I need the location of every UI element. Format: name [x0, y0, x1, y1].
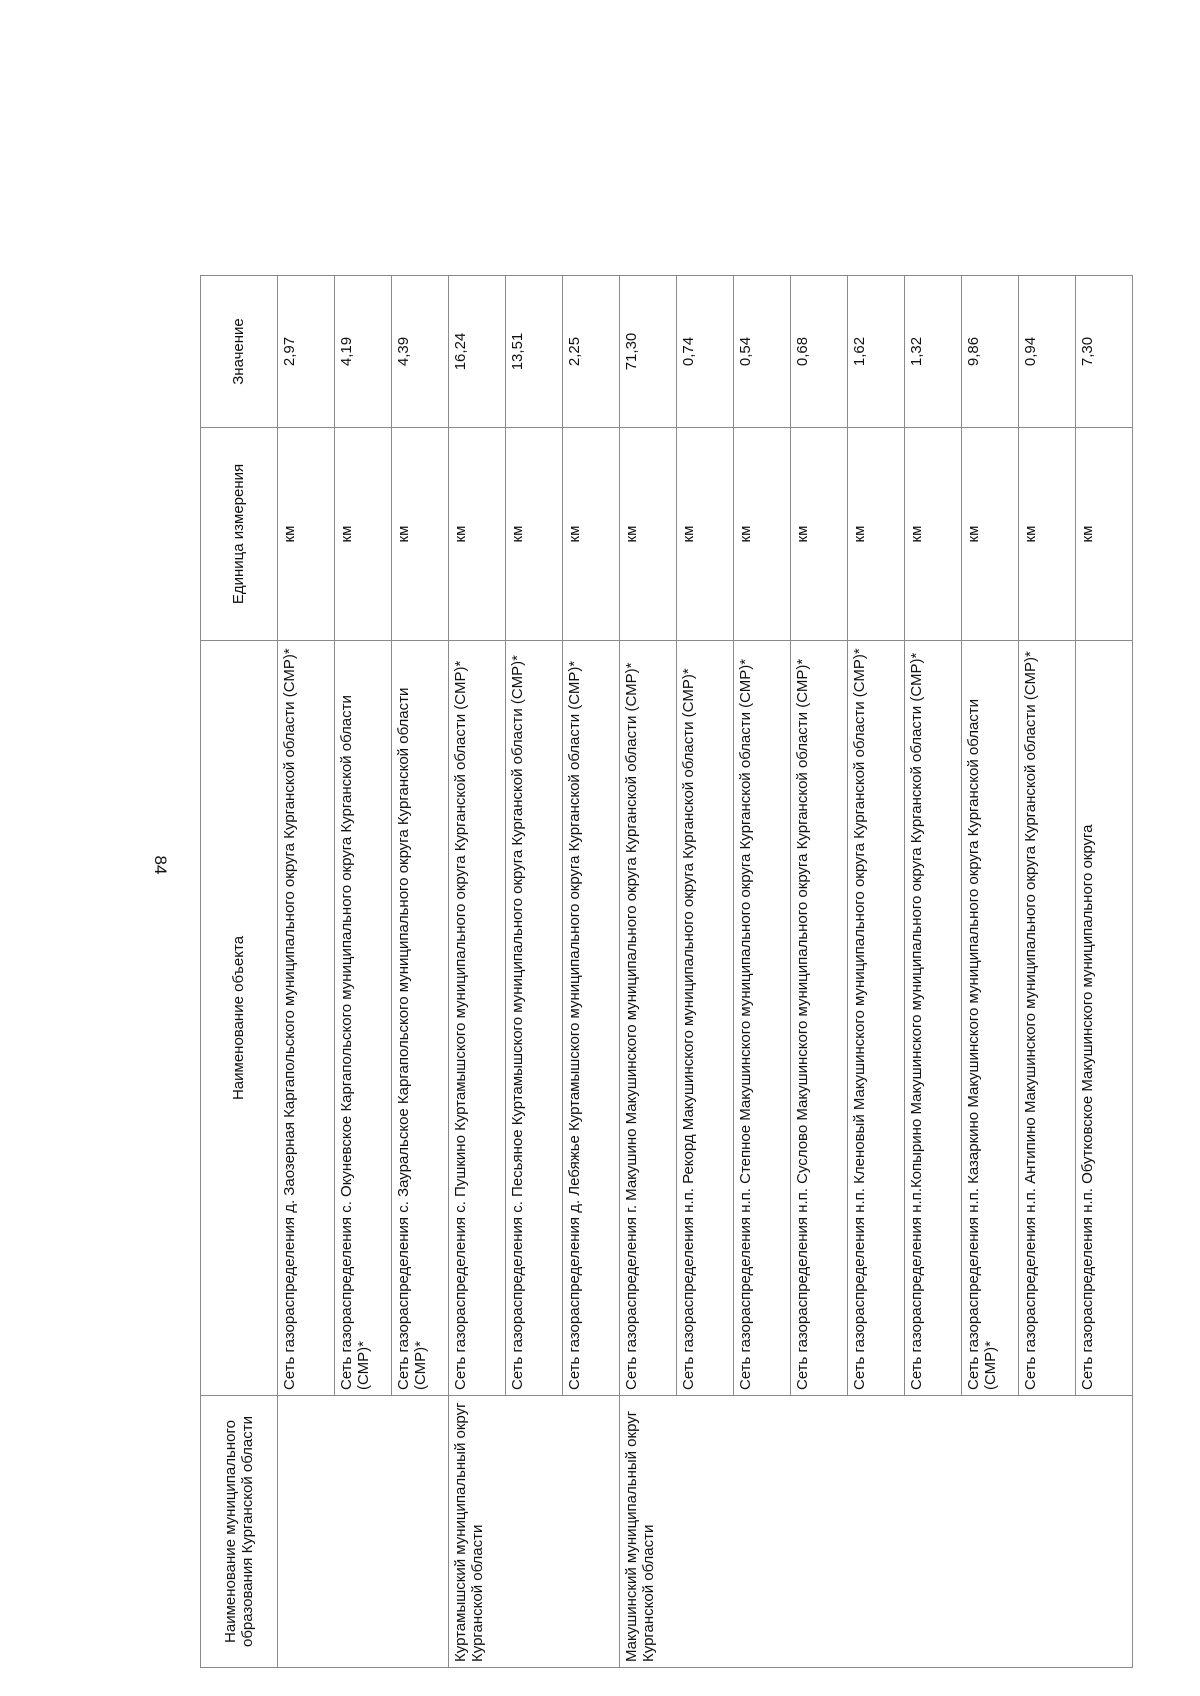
- page-number: 84: [151, 855, 170, 875]
- object-cell: Сеть газораспределения н.п. Суслово Макушинского муниципального округа Курганской области (СМР)*: [791, 641, 848, 1396]
- object-cell: Сеть газораспределения с. Окуневское Каргапольского муниципального округа Курганской области (СМР)*: [335, 641, 392, 1396]
- unit-cell: км: [848, 428, 905, 641]
- table-header-row: [201, 276, 278, 1668]
- unit-cell: км: [392, 428, 449, 641]
- unit-cell: км: [962, 428, 1019, 641]
- unit-cell: км: [1019, 428, 1076, 641]
- gas-network-table: [200, 275, 1133, 1668]
- value-cell: 1,32: [905, 276, 962, 428]
- table-body: [278, 276, 1133, 1668]
- header-value: Значение: [201, 276, 278, 428]
- object-cell: Сеть газораспределения с. Песьяное Куртамышского муниципального округа Курганской области (СМР)*: [506, 641, 563, 1396]
- object-cell: Сеть газораспределения с. Зауральское Каргапольского муниципального округа Курганской области (СМР)*: [392, 641, 449, 1396]
- value-cell: 2,25: [563, 276, 620, 428]
- value-cell: 1,62: [848, 276, 905, 428]
- value-cell: 0,94: [1019, 276, 1076, 428]
- object-cell: Сеть газораспределения г. Макушино Макушинского муниципального округа Курганской области (СМР)*: [620, 641, 677, 1396]
- unit-cell: км: [506, 428, 563, 641]
- object-cell: Сеть газораспределения д. Заозерная Каргапольского муниципального округа Курганской области (СМР)*: [278, 641, 335, 1396]
- unit-cell: км: [734, 428, 791, 641]
- value-cell: 13,51: [506, 276, 563, 428]
- value-cell: 0,54: [734, 276, 791, 428]
- value-cell: 16,24: [449, 276, 506, 428]
- unit-cell: км: [1076, 428, 1133, 641]
- value-cell: 0,68: [791, 276, 848, 428]
- object-cell: Сеть газораспределения н.п. Кленовый Макушинского муниципального округа Курганской области (СМР)*: [848, 641, 905, 1396]
- table-row: [278, 276, 335, 1668]
- unit-cell: км: [335, 428, 392, 641]
- table-row: [449, 276, 506, 1668]
- object-cell: Сеть газораспределения с. Пушкино Куртамышского муниципального округа Курганской области (СМР)*: [449, 641, 506, 1396]
- object-cell: Сеть газораспределения н.п. Обутковское Макушинского муниципального округа: [1076, 641, 1133, 1396]
- object-cell: Сеть газораспределения д. Лебяжье Куртамышского муниципального округа Курганской области (СМР)*: [563, 641, 620, 1396]
- unit-cell: км: [563, 428, 620, 641]
- unit-cell: км: [278, 428, 335, 641]
- unit-cell: км: [620, 428, 677, 641]
- header-district: Наименование муниципального образования Курганской области: [201, 1396, 278, 1668]
- object-cell: Сеть газораспределения н.п. Рекорд Макушинского муниципального округа Курганской области (СМР)*: [677, 641, 734, 1396]
- value-cell: 71,30: [620, 276, 677, 428]
- table-row: [620, 276, 677, 1668]
- value-cell: 4,19: [335, 276, 392, 428]
- district-cell: Макушинский муниципальный округ Курганской области: [620, 1396, 1133, 1668]
- object-cell: Сеть газораспределения н.п. Казаркино Макушинского муниципального округа Курганской области (СМР)*: [962, 641, 1019, 1396]
- value-cell: 7,30: [1076, 276, 1133, 428]
- district-cell: [278, 1396, 449, 1668]
- header-unit: Единица измерения: [201, 428, 278, 641]
- object-cell: Сеть газораспределения н.п.Копырино Макушинского муниципального округа Курганской области (СМР)*: [905, 641, 962, 1396]
- value-cell: 9,86: [962, 276, 1019, 428]
- unit-cell: км: [905, 428, 962, 641]
- rotated-page: [0, 216, 1096, 1696]
- unit-cell: км: [449, 428, 506, 641]
- value-cell: 0,74: [677, 276, 734, 428]
- value-cell: 4,39: [392, 276, 449, 428]
- unit-cell: км: [677, 428, 734, 641]
- district-cell: Куртамышский муниципальный округ Курганской области: [449, 1396, 620, 1668]
- header-object: Наименование объекта: [201, 641, 278, 1396]
- unit-cell: км: [791, 428, 848, 641]
- object-cell: Сеть газораспределения н.п. Степное Макушинского муниципального округа Курганской области (СМР)*: [734, 641, 791, 1396]
- value-cell: 2,97: [278, 276, 335, 428]
- object-cell: Сеть газораспределения н.п. Антипино Макушинского муниципального округа Курганской области (СМР)*: [1019, 641, 1076, 1396]
